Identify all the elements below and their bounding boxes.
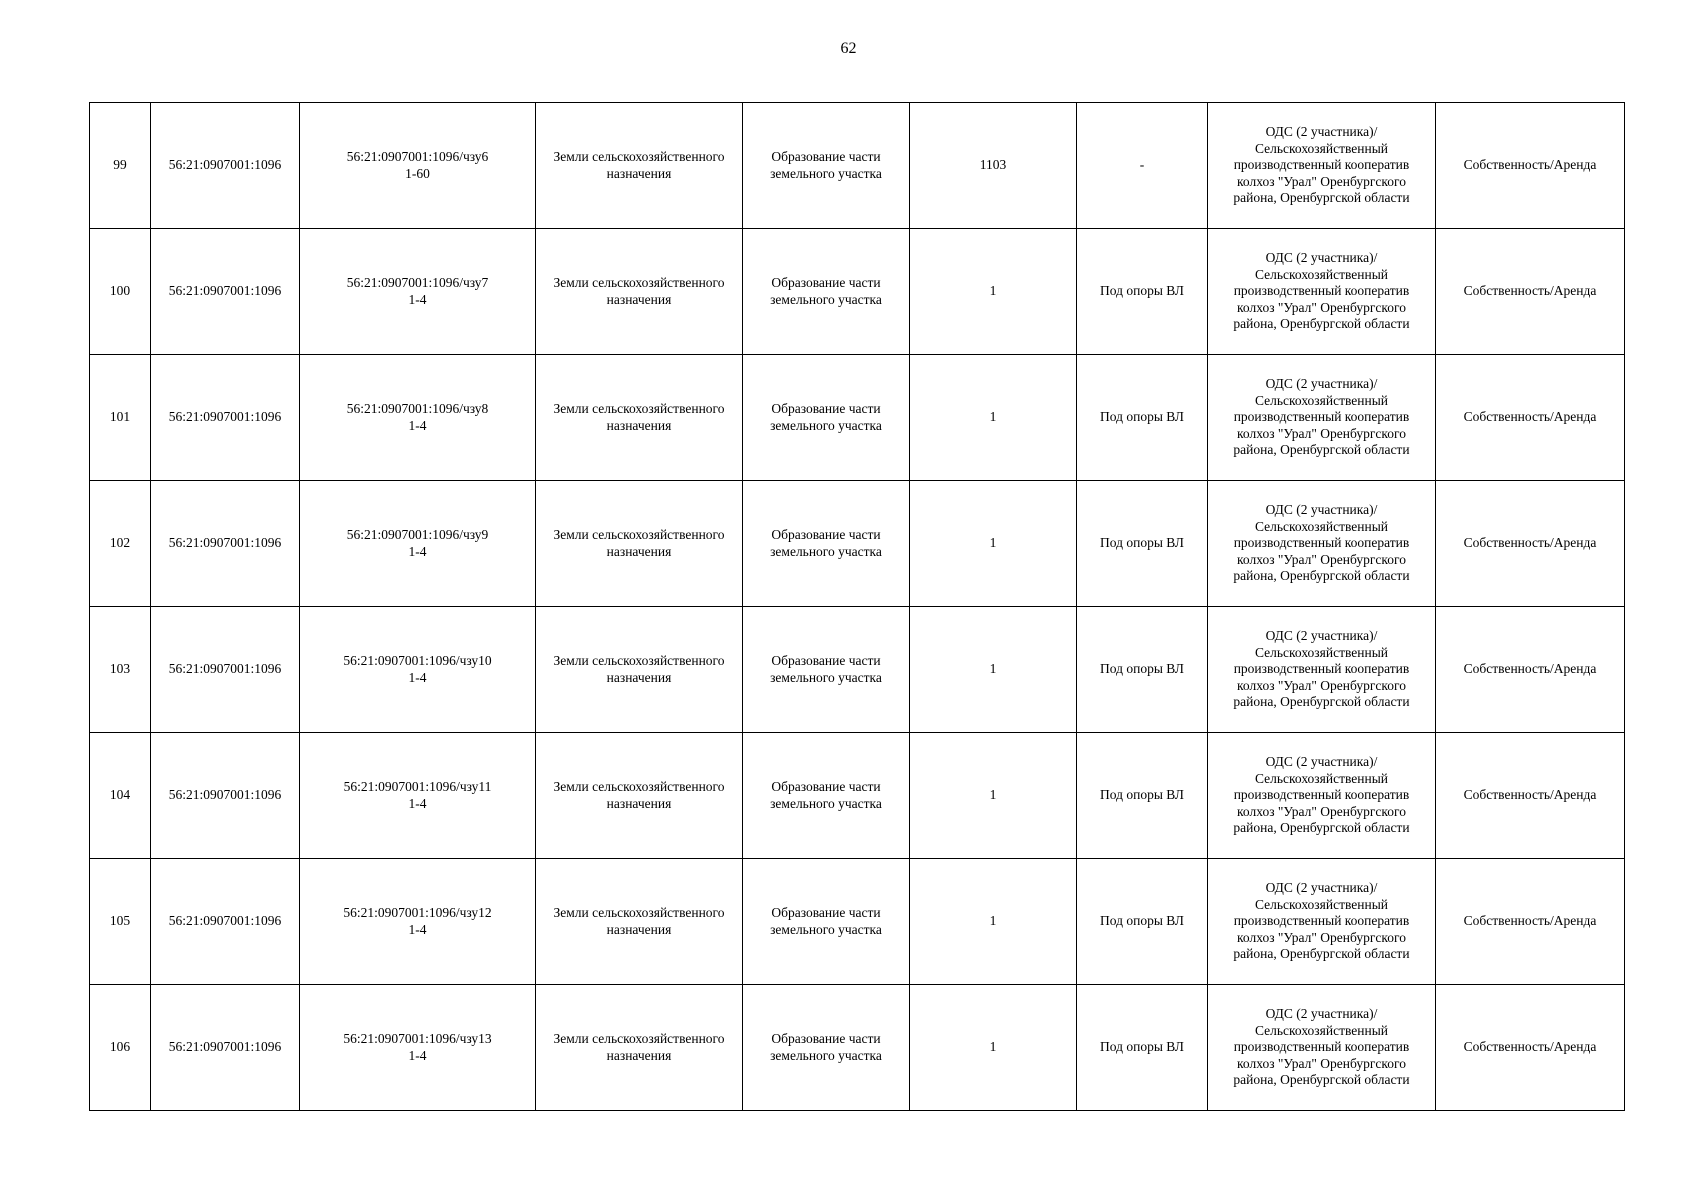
- area: 1: [989, 787, 997, 803]
- area-cell: [910, 985, 1077, 1111]
- part-points: 1-4: [408, 291, 427, 307]
- page-number: 62: [840, 40, 857, 57]
- area-cell: [910, 355, 1077, 481]
- right-type-cell: [1436, 355, 1625, 481]
- row-number-cell: [90, 103, 151, 229]
- row-number-cell: [90, 985, 151, 1111]
- area: 1: [989, 535, 997, 551]
- owner: ОДС (2 участника)/Сельскохозяйственный производственный кооператив колхоз "Урал" Оренбургского района, Оренбургской области: [1233, 754, 1410, 836]
- purpose-cell: [743, 607, 910, 733]
- right-type: Собственность/Аренда: [1463, 1039, 1597, 1055]
- note-cell: [1077, 355, 1208, 481]
- owner-cell: [1208, 229, 1436, 355]
- purpose: Образование части земельного участка: [770, 401, 882, 433]
- cadastral-number-cell: [151, 481, 300, 607]
- area: 1: [989, 1039, 997, 1055]
- land-category: Земли сельскохозяйственного назначения: [553, 653, 725, 685]
- purpose: Образование части земельного участка: [770, 149, 882, 181]
- row-number-cell: [90, 355, 151, 481]
- row-number-cell: [90, 481, 151, 607]
- cadastral-number: 56:21:0907001:1096: [168, 787, 282, 803]
- part-number-cell: [300, 103, 536, 229]
- cadastral-number: 56:21:0907001:1096: [168, 661, 282, 677]
- cadastral-number-cell: [151, 229, 300, 355]
- cadastral-number: 56:21:0907001:1096: [168, 1039, 282, 1055]
- part-number-cell: [300, 481, 536, 607]
- part-number: 56:21:0907001:1096/чзу13: [343, 1031, 492, 1046]
- part-number-cell: [300, 607, 536, 733]
- cadastral-number: 56:21:0907001:1096: [168, 409, 282, 425]
- cadastral-number-cell: [151, 607, 300, 733]
- area: 1: [989, 913, 997, 929]
- right-type-cell: [1436, 229, 1625, 355]
- note: Под опоры ВЛ: [1100, 1039, 1184, 1055]
- part-points: 1-60: [405, 165, 430, 181]
- table-body: [90, 103, 1625, 1111]
- area-cell: [910, 733, 1077, 859]
- land-category-cell: [536, 481, 743, 607]
- part-number: 56:21:0907001:1096/чзу6: [346, 149, 489, 164]
- owner-cell: [1208, 985, 1436, 1111]
- area-cell: [910, 103, 1077, 229]
- part-number-cell: [300, 733, 536, 859]
- owner-cell: [1208, 733, 1436, 859]
- part-points: 1-4: [408, 417, 427, 433]
- row-number: 105: [109, 913, 131, 929]
- row-number-cell: [90, 733, 151, 859]
- area: 1: [989, 283, 997, 299]
- table-row: [90, 733, 1625, 859]
- land-category-cell: [536, 229, 743, 355]
- note: Под опоры ВЛ: [1100, 913, 1184, 929]
- purpose: Образование части земельного участка: [770, 527, 882, 559]
- row-number: 104: [109, 787, 131, 803]
- cadastral-number: 56:21:0907001:1096: [168, 157, 282, 173]
- owner: ОДС (2 участника)/Сельскохозяйственный производственный кооператив колхоз "Урал" Оренбургского района, Оренбургской области: [1233, 376, 1410, 458]
- land-category: Земли сельскохозяйственного назначения: [553, 905, 725, 937]
- row-number: 106: [109, 1039, 131, 1055]
- part-points: 1-4: [408, 669, 427, 685]
- purpose-cell: [743, 733, 910, 859]
- owner-cell: [1208, 607, 1436, 733]
- land-plots-table: [89, 102, 1625, 1111]
- part-points: 1-4: [408, 921, 427, 937]
- right-type: Собственность/Аренда: [1463, 409, 1597, 425]
- land-category-cell: [536, 103, 743, 229]
- area-cell: [910, 229, 1077, 355]
- land-category: Земли сельскохозяйственного назначения: [553, 527, 725, 559]
- table-row: [90, 355, 1625, 481]
- note-cell: [1077, 229, 1208, 355]
- owner-cell: [1208, 481, 1436, 607]
- land-category: Земли сельскохозяйственного назначения: [553, 149, 725, 181]
- cadastral-number-cell: [151, 103, 300, 229]
- note-cell: [1077, 607, 1208, 733]
- land-category-cell: [536, 859, 743, 985]
- part-points: 1-4: [408, 543, 427, 559]
- right-type: Собственность/Аренда: [1463, 283, 1597, 299]
- land-category: Земли сельскохозяйственного назначения: [553, 1031, 725, 1063]
- owner-cell: [1208, 859, 1436, 985]
- note-cell: [1077, 985, 1208, 1111]
- land-category-cell: [536, 355, 743, 481]
- land-category-cell: [536, 607, 743, 733]
- cadastral-number-cell: [151, 859, 300, 985]
- right-type-cell: [1436, 733, 1625, 859]
- right-type: Собственность/Аренда: [1463, 661, 1597, 677]
- purpose: Образование части земельного участка: [770, 275, 882, 307]
- note-cell: [1077, 859, 1208, 985]
- owner: ОДС (2 участника)/Сельскохозяйственный производственный кооператив колхоз "Урал" Оренбургского района, Оренбургской области: [1233, 1006, 1410, 1088]
- cadastral-number-cell: [151, 355, 300, 481]
- row-number: 100: [109, 283, 131, 299]
- cadastral-number: 56:21:0907001:1096: [168, 283, 282, 299]
- part-number: 56:21:0907001:1096/чзу11: [343, 779, 492, 794]
- area-cell: [910, 481, 1077, 607]
- part-points: 1-4: [408, 1047, 427, 1063]
- owner: ОДС (2 участника)/Сельскохозяйственный производственный кооператив колхоз "Урал" Оренбургского района, Оренбургской области: [1233, 250, 1410, 332]
- part-number: 56:21:0907001:1096/чзу12: [343, 905, 492, 920]
- right-type: Собственность/Аренда: [1463, 535, 1597, 551]
- note-cell: [1077, 733, 1208, 859]
- area: 1103: [979, 157, 1007, 173]
- land-category: Земли сельскохозяйственного назначения: [553, 275, 725, 307]
- row-number: 103: [109, 661, 131, 677]
- right-type: Собственность/Аренда: [1463, 787, 1597, 803]
- cadastral-number: 56:21:0907001:1096: [168, 535, 282, 551]
- owner: ОДС (2 участника)/Сельскохозяйственный производственный кооператив колхоз "Урал" Оренбургского района, Оренбургской области: [1233, 880, 1410, 962]
- part-number: 56:21:0907001:1096/чзу7: [346, 275, 489, 290]
- note: -: [1139, 157, 1145, 173]
- part-number: 56:21:0907001:1096/чзу9: [346, 527, 489, 542]
- table-row: [90, 229, 1625, 355]
- part-number-cell: [300, 229, 536, 355]
- land-category: Земли сельскохозяйственного назначения: [553, 779, 725, 811]
- note: Под опоры ВЛ: [1100, 409, 1184, 425]
- owner-cell: [1208, 103, 1436, 229]
- table-row: [90, 103, 1625, 229]
- row-number-cell: [90, 229, 151, 355]
- purpose-cell: [743, 481, 910, 607]
- right-type-cell: [1436, 481, 1625, 607]
- note: Под опоры ВЛ: [1100, 535, 1184, 551]
- row-number: 99: [113, 157, 127, 173]
- purpose: Образование части земельного участка: [770, 779, 882, 811]
- owner: ОДС (2 участника)/Сельскохозяйственный производственный кооператив колхоз "Урал" Оренбургского района, Оренбургской области: [1233, 124, 1410, 206]
- right-type-cell: [1436, 859, 1625, 985]
- purpose: Образование части земельного участка: [770, 905, 882, 937]
- area: 1: [989, 661, 997, 677]
- area: 1: [989, 409, 997, 425]
- part-points: 1-4: [408, 795, 427, 811]
- cadastral-number: 56:21:0907001:1096: [168, 913, 282, 929]
- part-number: 56:21:0907001:1096/чзу10: [343, 653, 492, 668]
- part-number-cell: [300, 859, 536, 985]
- owner: ОДС (2 участника)/Сельскохозяйственный производственный кооператив колхоз "Урал" Оренбургского района, Оренбургской области: [1233, 628, 1410, 710]
- table-row: [90, 481, 1625, 607]
- note: Под опоры ВЛ: [1100, 283, 1184, 299]
- row-number: 101: [109, 409, 131, 425]
- land-category: Земли сельскохозяйственного назначения: [553, 401, 725, 433]
- land-category-cell: [536, 733, 743, 859]
- right-type: Собственность/Аренда: [1463, 913, 1597, 929]
- table-row: [90, 859, 1625, 985]
- row-number: 102: [109, 535, 131, 551]
- purpose: Образование части земельного участка: [770, 653, 882, 685]
- note: Под опоры ВЛ: [1100, 661, 1184, 677]
- purpose-cell: [743, 859, 910, 985]
- cadastral-number-cell: [151, 733, 300, 859]
- land-category-cell: [536, 985, 743, 1111]
- part-number-cell: [300, 985, 536, 1111]
- purpose: Образование части земельного участка: [770, 1031, 882, 1063]
- area-cell: [910, 859, 1077, 985]
- part-number-cell: [300, 355, 536, 481]
- right-type-cell: [1436, 103, 1625, 229]
- purpose-cell: [743, 103, 910, 229]
- owner-cell: [1208, 355, 1436, 481]
- table-row: [90, 985, 1625, 1111]
- right-type-cell: [1436, 607, 1625, 733]
- area-cell: [910, 607, 1077, 733]
- right-type-cell: [1436, 985, 1625, 1111]
- row-number-cell: [90, 607, 151, 733]
- table-row: [90, 607, 1625, 733]
- note: Под опоры ВЛ: [1100, 787, 1184, 803]
- row-number-cell: [90, 859, 151, 985]
- owner: ОДС (2 участника)/Сельскохозяйственный производственный кооператив колхоз "Урал" Оренбургского района, Оренбургской области: [1233, 502, 1410, 584]
- note-cell: [1077, 481, 1208, 607]
- purpose-cell: [743, 229, 910, 355]
- purpose-cell: [743, 355, 910, 481]
- right-type: Собственность/Аренда: [1463, 157, 1597, 173]
- note-cell: [1077, 103, 1208, 229]
- purpose-cell: [743, 985, 910, 1111]
- cadastral-number-cell: [151, 985, 300, 1111]
- part-number: 56:21:0907001:1096/чзу8: [346, 401, 489, 416]
